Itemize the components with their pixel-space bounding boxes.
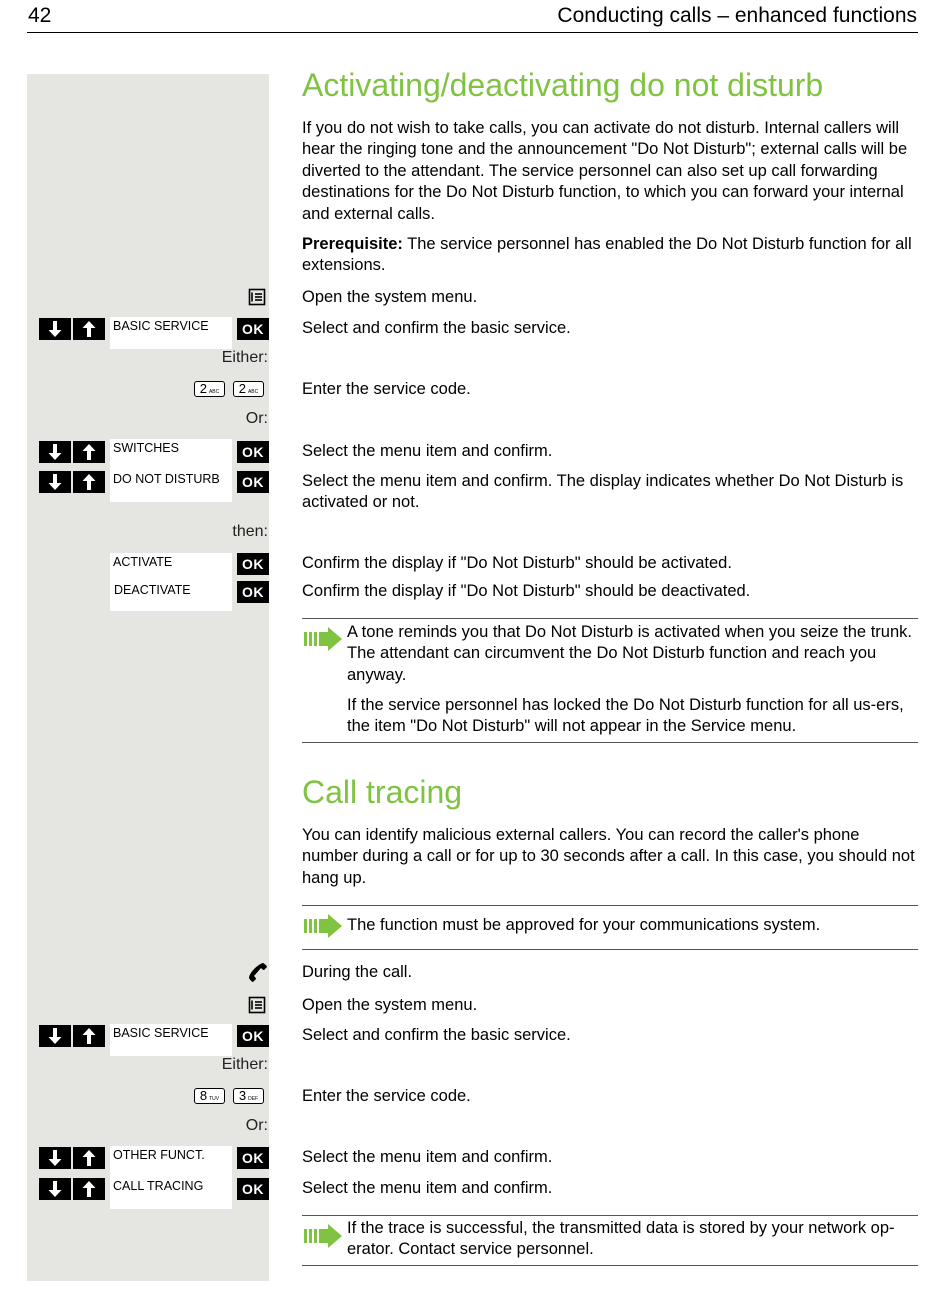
dnd-step-basic-service: Select and confirm the basic service. — [302, 319, 571, 337]
display-do-not-disturb: DO NOT DISTURB — [110, 470, 232, 502]
dnd-step-select-dnd: Select the menu item and confirm. The display indicates whether Do Not Disturb is activated or not. — [302, 472, 904, 512]
tracing-step-during-call: During the call. — [302, 963, 413, 981]
dnd-step-enter-code: Enter the service code. — [302, 380, 471, 398]
page-number: 42 — [28, 4, 52, 27]
display-basic-service: BASIC SERVICE — [110, 317, 232, 349]
note-divider — [302, 1265, 918, 1266]
dnd-step-open-menu: Open the system menu. — [302, 288, 478, 306]
arrow-down-icon[interactable] — [39, 1025, 71, 1047]
arrow-up-icon[interactable] — [73, 1025, 105, 1047]
note-arrow-icon — [302, 913, 344, 944]
arrow-down-icon[interactable] — [39, 441, 71, 463]
prereq-label: Prerequisite: — [302, 235, 403, 253]
ok-key[interactable]: OK — [237, 553, 269, 575]
chapter-title: Conducting calls – enhanced functions — [557, 4, 917, 27]
tracing-step-call-tracing: Select the menu item and confirm. — [302, 1179, 553, 1197]
arrow-up-icon[interactable] — [73, 318, 105, 340]
display-basic-service: BASIC SERVICE — [110, 1024, 232, 1056]
dnd-step-deactivate: Confirm the display if "Do Not Disturb" should be deactivated. — [302, 582, 751, 600]
or-label: Or: — [245, 410, 268, 427]
tracing-step-open-menu: Open the system menu. — [302, 996, 478, 1014]
dnd-note-locked: If the service personnel has locked the Do Not Disturb function for all us-ers, the item "Do Not Disturb" will not appear in the Service menu. — [347, 696, 904, 736]
dnd-intro: If you do not wish to take calls, you can activate do not disturb. Internal callers will hear the ringing tone and the announcement "Do Not Disturb"; external calls will be diverted to the attendant. The service personnel can also set up call forwarding destinations for the Do Not Disturb function, to which you can forward your internal and external calls. — [302, 119, 908, 223]
arrow-down-icon[interactable] — [39, 1178, 71, 1200]
tracing-step-other-funct: Select the menu item and confirm. — [302, 1148, 553, 1166]
tracing-step-basic-service: Select and confirm the basic service. — [302, 1026, 571, 1044]
handset-icon — [246, 962, 268, 989]
keypad-key[interactable]: 2 ABC — [233, 381, 264, 397]
dnd-note-tone: A tone reminds you that Do Not Disturb is activated when you seize the trunk. The attendant can circumvent the Do Not Disturb function and reach you anyway. — [347, 623, 912, 684]
ok-key[interactable]: OK — [237, 1025, 269, 1047]
note-arrow-icon — [302, 1223, 344, 1254]
keypad-key[interactable]: 8 TUV — [194, 1088, 225, 1104]
display-other-funct: OTHER FUNCT. — [110, 1146, 232, 1178]
section-title-call-tracing: Call tracing — [302, 774, 463, 810]
tracing-note-success: If the trace is successful, the transmitted data is stored by your network op-erator. Contact service personnel. — [347, 1219, 895, 1259]
either-label: Either: — [221, 349, 268, 366]
either-label: Either: — [221, 1056, 268, 1073]
ok-key[interactable]: OK — [237, 471, 269, 493]
tracing-intro: You can identify malicious external callers. You can record the caller's phone number during a call or for up to 30 seconds after a call. In this case, you should not hang up. — [302, 826, 915, 887]
note-arrow-icon — [302, 626, 344, 657]
display-call-tracing: CALL TRACING — [110, 1177, 232, 1209]
note-divider — [302, 905, 918, 906]
display-switches: SWITCHES — [110, 439, 232, 471]
prereq-text: The service personnel has enabled the Do Not Disturb function for all extensions. — [302, 235, 912, 275]
or-label: Or: — [245, 1117, 268, 1134]
arrow-up-icon[interactable] — [73, 1147, 105, 1169]
then-label: then: — [232, 523, 268, 540]
arrow-down-icon[interactable] — [39, 471, 71, 493]
ok-key[interactable]: OK — [237, 581, 269, 603]
note-divider — [302, 1215, 918, 1216]
arrow-down-icon[interactable] — [39, 1147, 71, 1169]
section-title-dnd: Activating/deactivating do not disturb — [302, 67, 824, 103]
display-deactivate: DEACTIVATE — [114, 583, 191, 597]
tracing-step-enter-code: Enter the service code. — [302, 1087, 471, 1105]
ok-key[interactable]: OK — [237, 318, 269, 340]
note-divider — [302, 742, 918, 743]
arrow-down-icon[interactable] — [39, 318, 71, 340]
dnd-step-switches: Select the menu item and confirm. — [302, 442, 553, 460]
ok-key[interactable]: OK — [237, 1147, 269, 1169]
arrow-up-icon[interactable] — [73, 441, 105, 463]
keypad-key[interactable]: 2 ABC — [194, 381, 225, 397]
ok-key[interactable]: OK — [237, 1178, 269, 1200]
arrow-up-icon[interactable] — [73, 471, 105, 493]
dnd-prerequisite — [302, 234, 918, 277]
ok-key[interactable]: OK — [237, 441, 269, 463]
header-divider — [27, 32, 918, 33]
tracing-note-approval: The function must be approved for your communications system. — [347, 916, 821, 934]
keypad-key[interactable]: 3 DEF — [233, 1088, 264, 1104]
display-activate: ACTIVATE — [113, 555, 173, 569]
dnd-step-activate: Confirm the display if "Do Not Disturb" should be activated. — [302, 554, 732, 572]
note-divider — [302, 618, 918, 619]
menu-icon[interactable] — [247, 287, 267, 312]
menu-icon[interactable] — [247, 995, 267, 1020]
note-divider — [302, 949, 918, 950]
arrow-up-icon[interactable] — [73, 1178, 105, 1200]
